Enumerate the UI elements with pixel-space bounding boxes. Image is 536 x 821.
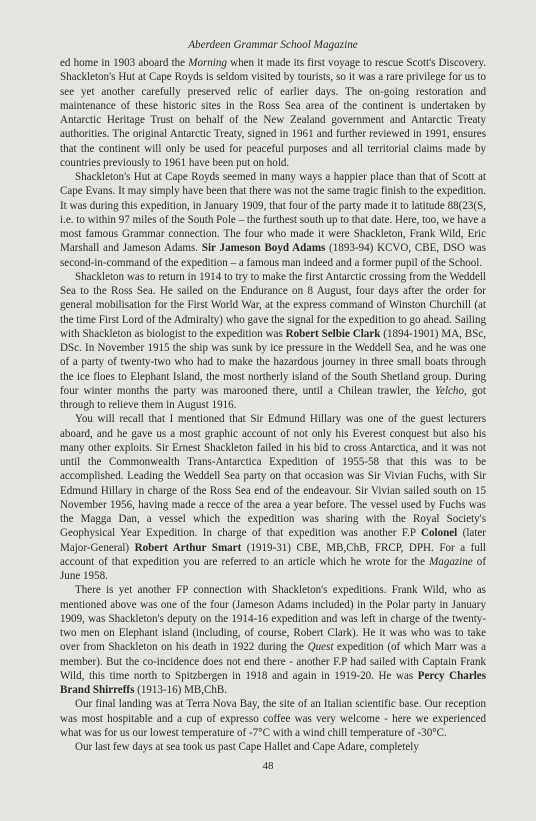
body-paragraph: [60, 412, 486, 583]
text-run: of June 1958.: [60, 555, 486, 582]
running-head: Aberdeen Grammar School Magazine: [188, 39, 358, 51]
text-run: You will recall that I mentioned that Sir Edmund Hillary was one of the guest lecturers aboard, and he gave us a most graphic account of not only his Everest conquest but also his many other exploits. Sir Ernest Shackleton failed in his bid to cross Antarctica, and it was not until the Commonwealth Trans-Antarctica Expedition of 1955-58 that this was to be accomplished. Leading the Weddell Sea party on that occasion was Sir Vivian Fuchs, with Sir Edmund Hillary in charge of the Ross Sea end of the endeavour. Sir Vivian sailed south on 15 November 1956, having made a recce of the area a year before. The vessel used by Fuchs was the Magga Dan, a vessel which the expedition was sharing with the Royal Society's Geophysical Year Expedition. In charge of that expedition was another F.P: [60, 413, 486, 540]
body-paragraph: [60, 56, 486, 170]
text-run: ed home in 1903 aboard the: [60, 57, 189, 69]
text-run: (1913-16) MB,ChB.: [134, 684, 228, 696]
text-run: expedition (of which Marr was a member). But the co-incidence does not end there - another F.P had sailed with Captain Frank Wild, this time north to Spitzbergen in 1918 and again in 1919-20. He was: [60, 641, 486, 682]
body-paragraph: [60, 583, 486, 697]
body-paragraph: [60, 697, 486, 740]
text-run: Our final landing was at Terra Nova Bay, the site of an Italian scientific base. Our reception was most hospitable and a cup of expresso coffee was very welcome - here we experienced what was for us our lowest temperature of -7°C with a wind chill temperature of -30°C.: [60, 698, 486, 739]
text-run: (later Major-General): [60, 527, 486, 554]
body-paragraph: [60, 170, 486, 270]
text-run: Our last few days at sea took us past Cape Hallet and Cape Adare, completely: [75, 741, 419, 753]
name-highlight: Percy Charles Brand Shirreffs: [60, 669, 486, 696]
text-run: (1893-94) KCVO, CBE, DSO was second-in-command of the expedition – a famous man indeed and a former pupil of the School.: [60, 242, 486, 269]
article-body: [60, 56, 486, 754]
text-run: (1894-1901) MA, BSc, DSc. In November 1915 the ship was sunk by ice pressure in the Weddell Sea, and he was one of a party of twenty-two who had to make the hazardous journey in three small boats through the ice floes to Elephant Island, the most northerly island of the South Shetland group. During four winter months the party was marooned there, until a Chilean trawler, the: [60, 327, 487, 397]
text-run: Shackleton was to return in 1914 to try to make the first Antarctic crossing from the Weddell Sea to the Ross Sea. He sailed on the Endurance on 8 August, four days after the order for general mobilisation for the First World War, at the express command of Winston Churchill (at the time First Lord of the Admiralty) who gave the signal for the expedition to go ahead. Sailing with Shackleton as biologist to the expedition was: [60, 270, 486, 340]
name-highlight: Colonel: [421, 527, 458, 540]
italic-title: Magazine: [429, 555, 473, 568]
italic-title: Yelcho: [434, 384, 464, 397]
body-paragraph: [60, 270, 486, 413]
italic-title: Morning: [188, 57, 227, 69]
text-run: (1919-31) CBE, MB,ChB, FRCP, DPH. For a full account of that expedition you are referred to an article which he wrote for the: [60, 541, 486, 568]
italic-title: Quest: [307, 641, 334, 654]
name-highlight: Sir Jameson Boyd Adams: [201, 242, 326, 255]
text-run: , got through to relieve them in August 1916.: [60, 384, 486, 411]
name-highlight: Robert Arthur Smart: [134, 541, 242, 554]
text-run: Shackleton's Hut at Cape Royds seemed in many ways a happier place than that of Scott at Cape Evans. It may simply have been that there was not the same tragic finish to the expedition. It was during this expedition, in January 1909, that four of the party made it to latitude 88(23(S, i.e. to within 97 miles of the South Pole – the furthest south up to that date. Here, too, we have a most famous Grammar connection. The four who made it were Shackleton, Frank Wild, Eric Marshall and Jameson Adams.: [60, 171, 486, 255]
page-number: 48: [262, 760, 274, 772]
text-run: There is yet another FP connection with Shackleton's expeditions. Frank Wild, who as mentioned above was one of the four (Jameson Adams included) in the Polar party in January 1909, was Shackleton's deputy on the 1914-16 expedition and was left in charge of the twenty-two men on Elephant island (including, of course, Robert Clark). He it was who was to take over from Shackleton on his death in 1922 during the: [60, 584, 486, 654]
body-paragraph: [60, 740, 486, 754]
text-run: when it made its first voyage to rescue Scott's Discovery. Shackleton's Hut at Cape Royds is seldom visited by tourists, so it was a rare privilege for us to see yet another carefully preserved relic of earlier days. The on-going restoration and maintenance of these historic sites in the Ross Sea area of the continent is undertaken by Antarctic Heritage Trust on behalf of the New Zealand government and Antarctic Treaty authorities. The original Antarctic Treaty, signed in 1961 and further reviewed in 1991, ensures that the continent will only be used for peaceful purposes and all territorial claims made by countries previously to 1961 have been put on hold.: [60, 57, 487, 169]
name-highlight: Robert Selbie Clark: [285, 327, 381, 340]
